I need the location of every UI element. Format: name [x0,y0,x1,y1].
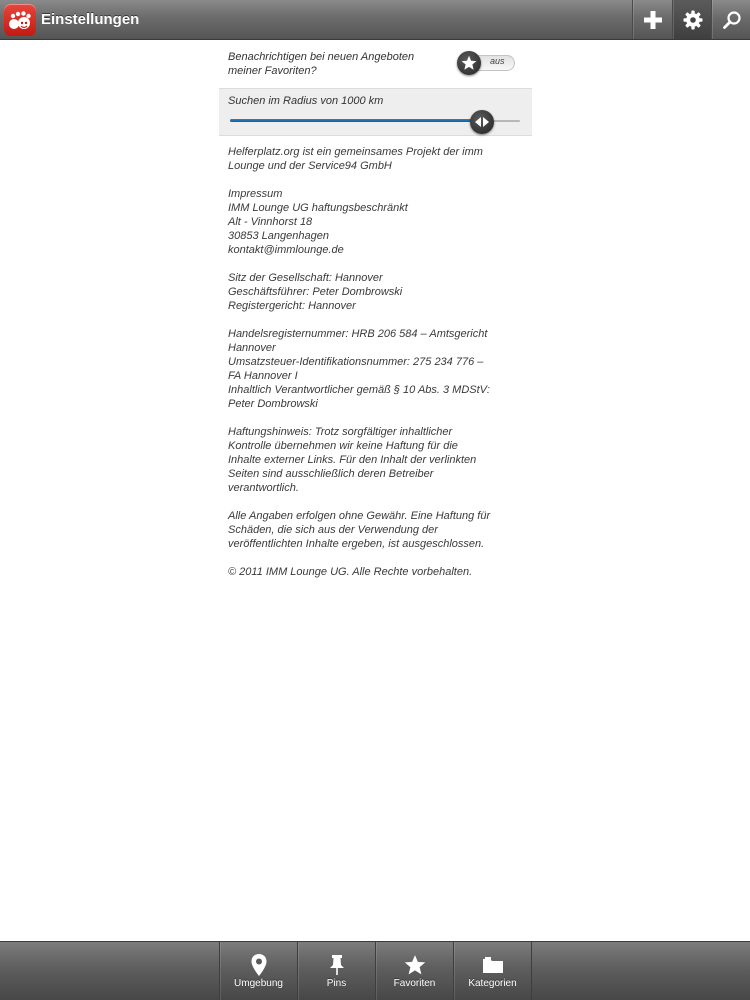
tab-pins[interactable] [297,942,375,1000]
search-radius-row [219,88,532,136]
search-button[interactable] [711,0,750,39]
imprint-text [219,136,532,579]
settings-content [219,40,532,593]
tab-label: Pins [326,978,347,989]
gear-icon [683,10,703,30]
search-radius-label: Suchen im Radius von 1000 km [228,95,384,107]
tab-kategorien[interactable] [453,942,532,1000]
top-navigation-bar [0,0,750,40]
tab-umgebung[interactable] [219,942,297,1000]
tab-label: Favoriten [393,978,436,989]
plus-icon [643,10,663,30]
app-logo-icon[interactable] [4,4,36,36]
add-button[interactable] [632,0,672,39]
tab-label: Umgebung [234,978,283,989]
info-paragraph: Haftungshinweis: Trotz sorgfältiger inhaltlicher Kontrolle übernehmen wir keine Haftung für die Inhalte externer Links. Für den Inhalt der verlinkten Seiten sind ausschließlich deren Betreiber verantwortlich. [228,426,477,494]
bottom-tab-bar [0,941,750,1000]
folder-icon [482,955,504,975]
info-paragraph: © 2011 IMM Lounge UG. Alle Rechte vorbehalten. [228,566,473,578]
info-paragraph: Impressum IMM Lounge UG haftungsbeschränkt Alt - Vinnhorst 18 30853 Langenhagen kontakt@immlounge.de [228,188,408,256]
info-paragraph: Handelsregisternummer: HRB 206 584 – Amtsgericht Hannover Umsatzsteuer-Identifikationsnummer: 275 234 776 – FA Hannover I Inhaltlich Verantwortlicher gemäß § 10 Abs. 3 MDStV: Peter Dombrowski [228,328,490,410]
info-paragraph: Alle Angaben erfolgen ohne Gewähr. Eine Haftung für Schäden, die sich aus der Verwendung der veröffentlichten Inhalte ergeben, ist ausgeschlossen. [228,510,491,550]
left-right-arrows-icon [474,116,490,128]
pushpin-icon [328,954,346,976]
notify-favorites-toggle[interactable] [457,52,517,74]
star-icon [404,954,426,976]
tab-label: Kategorien [468,978,517,989]
map-pin-icon [250,953,268,977]
notify-favorites-label: Benachrichtigen bei neuen Angeboten meiner Favoriten? [228,51,415,77]
star-icon [461,55,477,71]
settings-button[interactable] [672,0,712,39]
search-radius-slider[interactable] [230,111,520,131]
search-icon [722,10,742,30]
tab-favoriten[interactable] [375,942,453,1000]
info-paragraph: Sitz der Gesellschaft: Hannover Geschäftsführer: Peter Dombrowski Registergericht: Hannover [228,272,403,312]
notify-favorites-row [219,40,532,87]
page-title: Einstellungen [41,11,140,28]
slider-thumb[interactable] [470,110,494,134]
toggle-knob[interactable] [457,51,481,75]
info-paragraph: Helferplatz.org ist ein gemeinsames Projekt der imm Lounge und der Service94 GmbH [228,146,483,172]
slider-track-fill [230,119,482,122]
toggle-state-label: aus [490,56,505,66]
